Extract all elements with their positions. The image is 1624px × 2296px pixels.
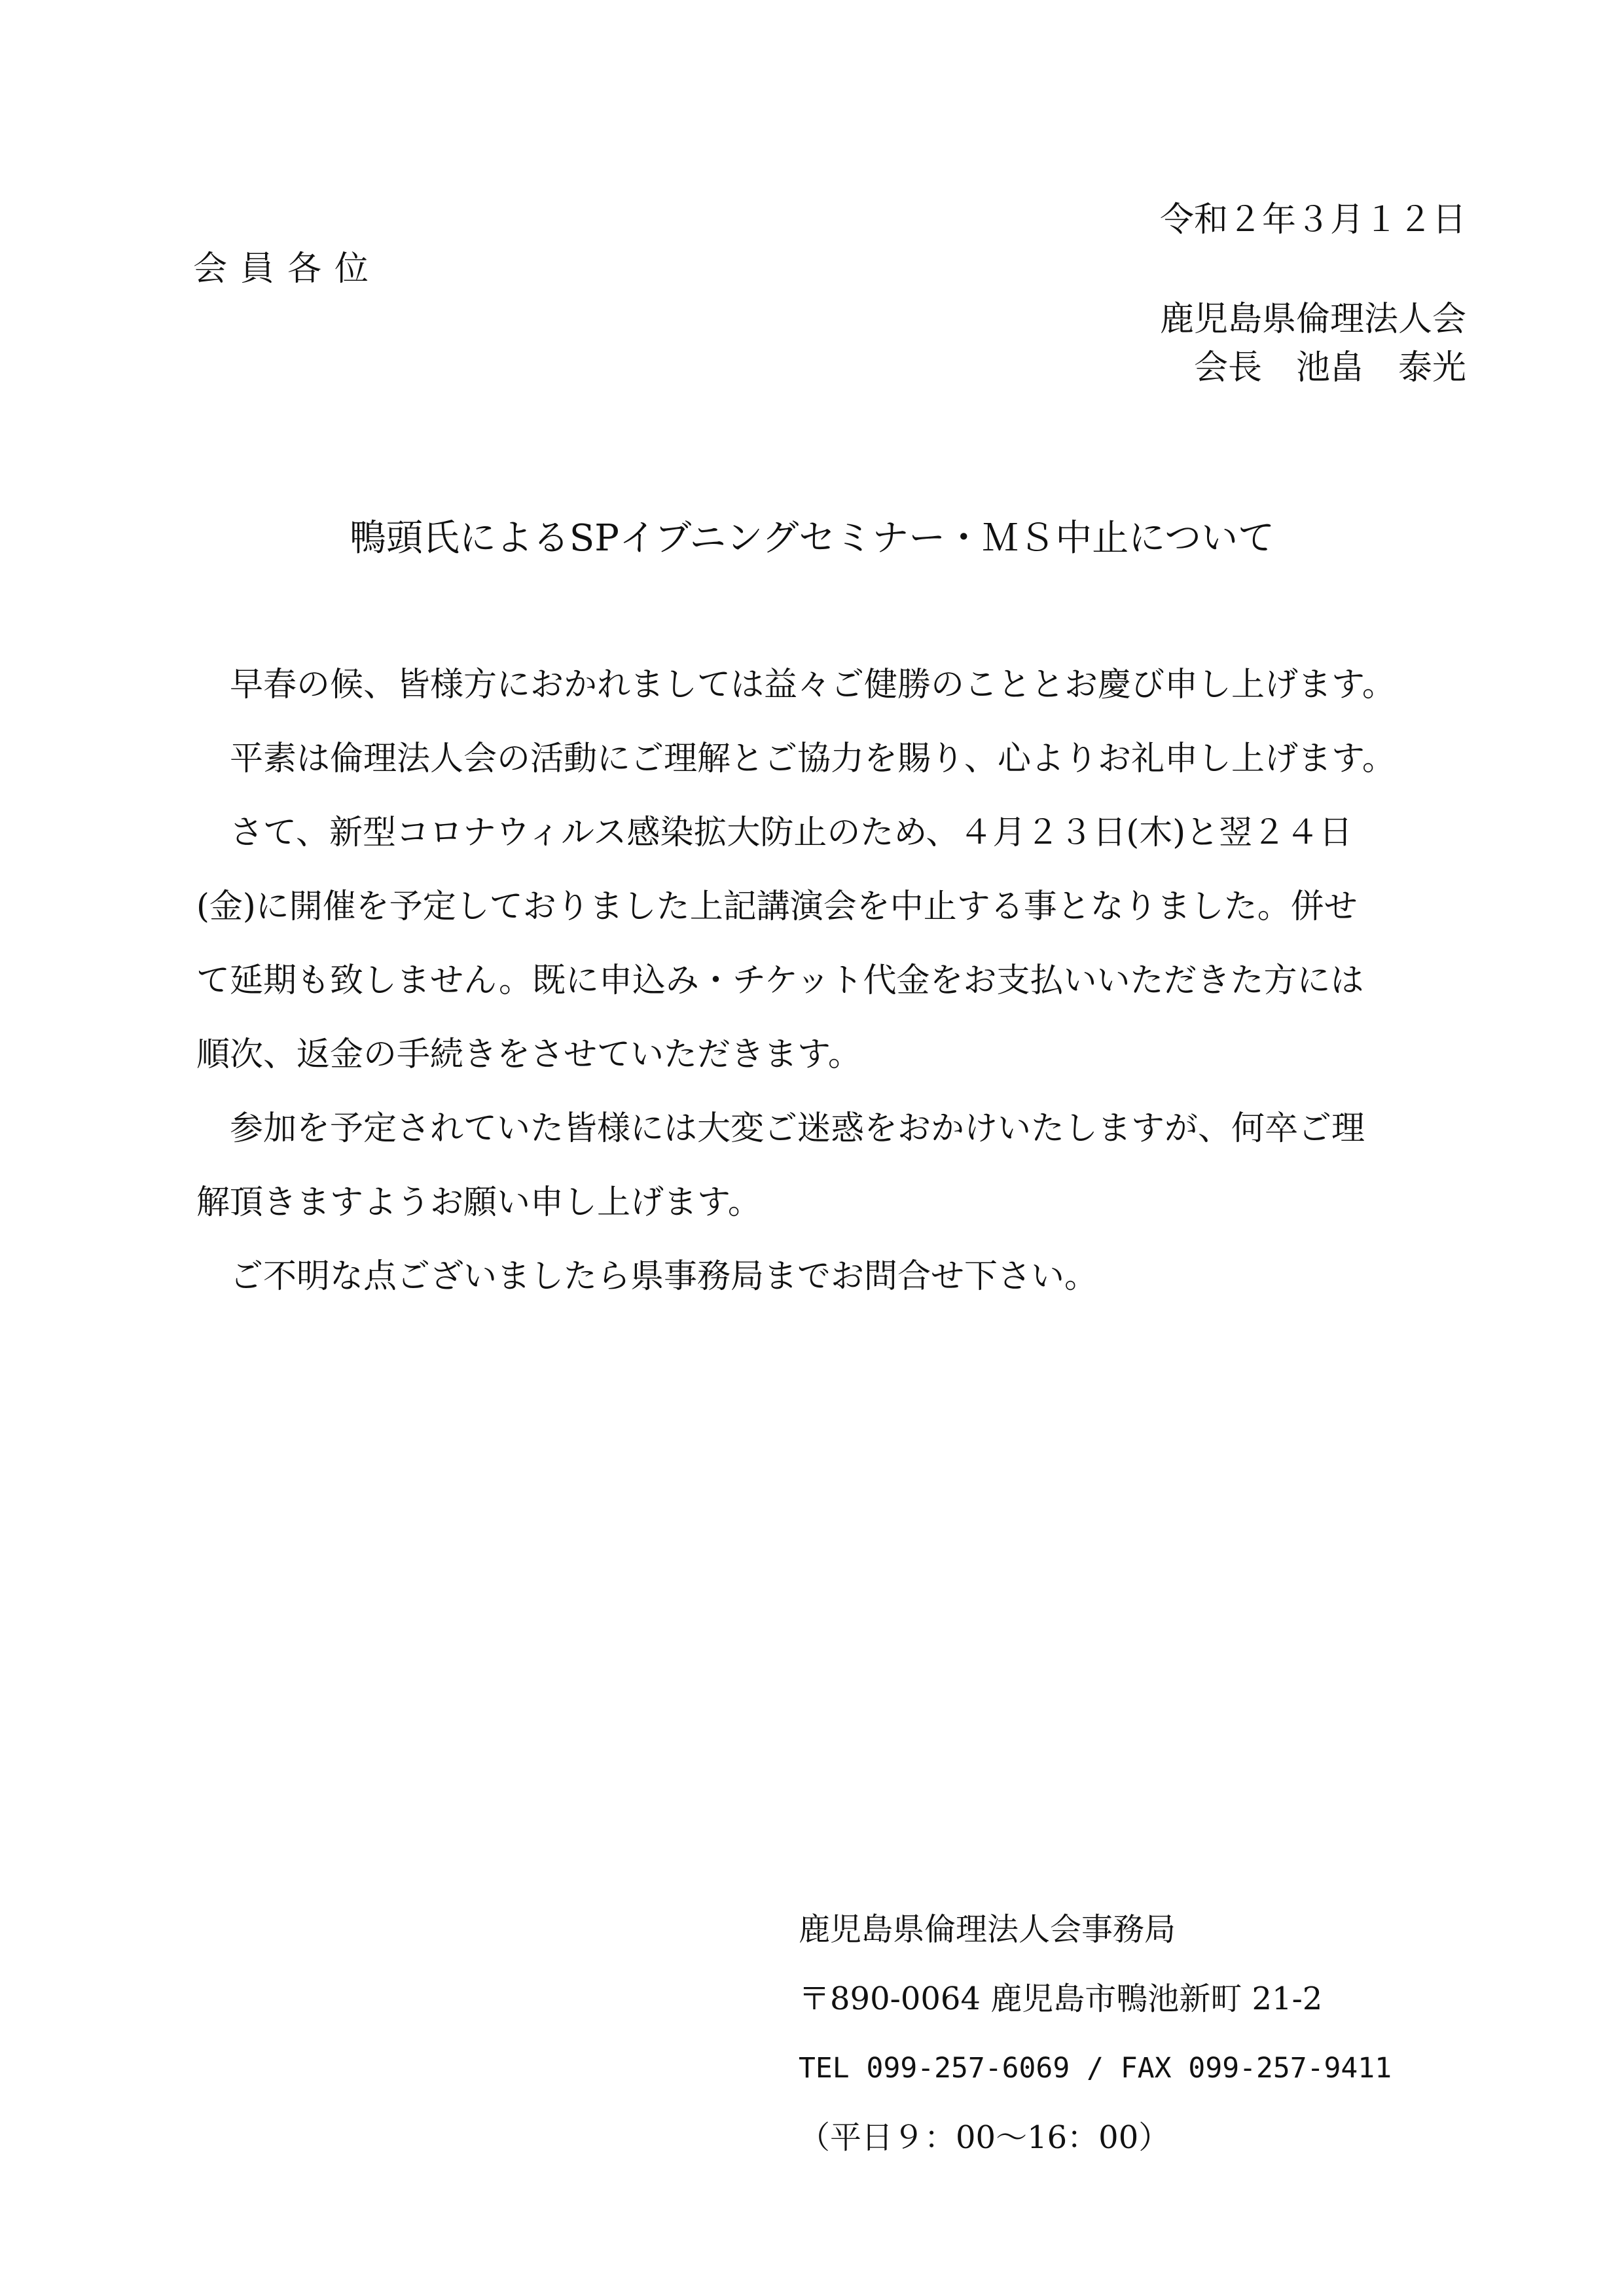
sender-organization: 鹿児島県倫理法人会 [1159,300,1466,339]
body-line: 早春の候、皆様方におかれましては益々ご健勝のこととお慶び申し上げます。 [196,666,1396,704]
body-line: 解頂きますようお願い申し上げます。 [196,1183,761,1222]
sender-name: 会長 池畠 泰光 [1193,348,1466,387]
body-line: 順次、返金の手続きをさせていただきます。 [196,1035,861,1074]
contact-block [799,1895,1466,2172]
body-line: ご不明な点ございましたら県事務局までお問合せ下さい。 [196,1257,1098,1296]
contact-hours: （平日９：00～16：00） [799,2119,1170,2156]
body-line: て延期も致しません。既に申込み・チケット代金をお支払いいただきた方には [196,961,1364,1000]
contact-office: 鹿児島県倫理法人会事務局 [799,1911,1176,1948]
body-line: 平素は倫理法人会の活動にご理解とご協力を賜り、心よりお礼申し上げます。 [196,740,1396,778]
body-text [196,648,1453,1314]
document-date: 令和２年３月１２日 [1159,200,1466,240]
document-title: 鴨頭氏によるSPイブニングセミナー・ＭＳ中止について [349,517,1275,560]
body-line: さて、新型コロナウィルス感染拡大防止のため、４月２３日(木)と翌２４日 [196,814,1353,852]
contact-phone-fax: TEL 099-257-6069 / FAX 099-257-9411 [799,2052,1392,2085]
recipient-line: 会員各位 [193,249,382,289]
body-line: 参加を予定されていた皆様には大変ご迷惑をおかけいたしますが、何卒ご理 [196,1109,1365,1148]
contact-address: 〒890-0064 鹿児島市鴨池新町 21-2 [799,1981,1323,2017]
body-line: (金)に開催を予定しておりました上記講演会を中止する事となりました。併せ [196,888,1358,926]
